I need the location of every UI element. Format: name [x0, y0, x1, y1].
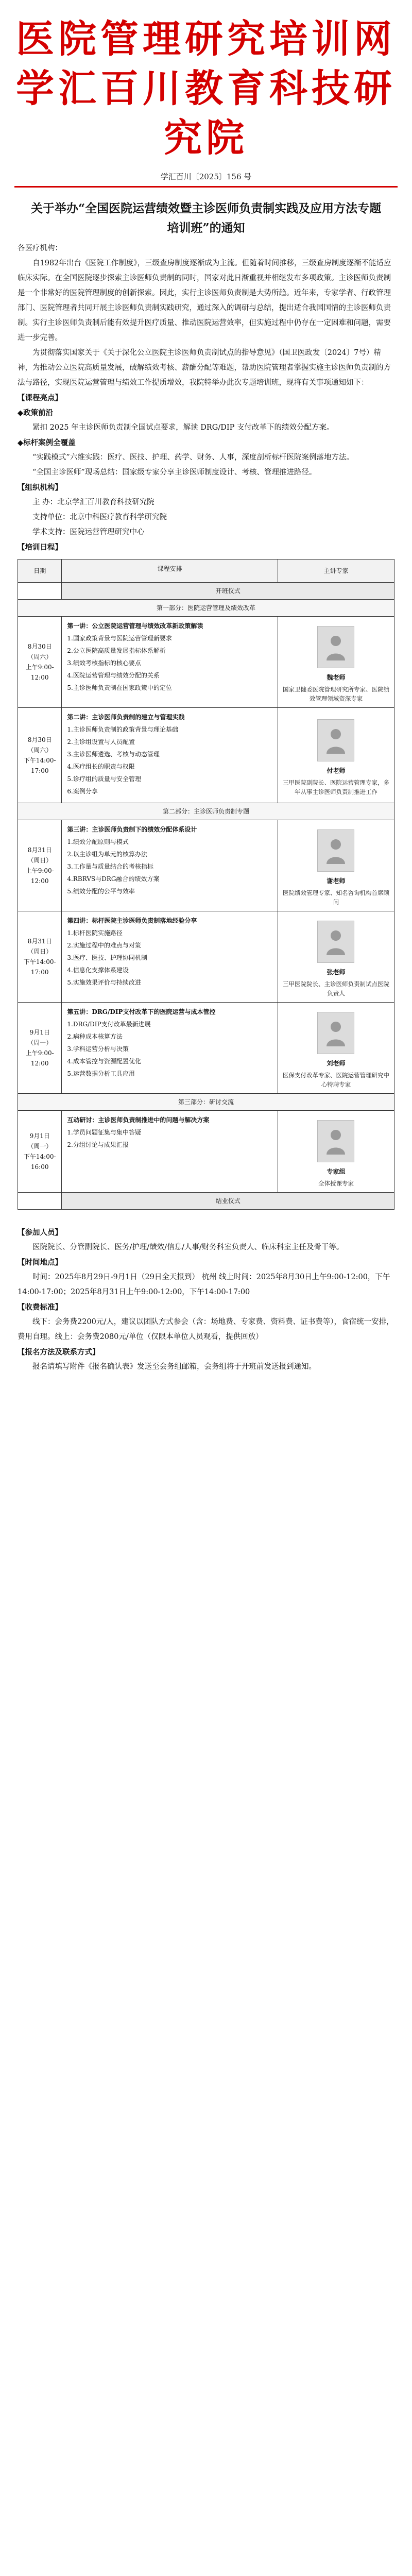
schedule-rows-part-3	[18, 1111, 394, 1193]
date-cell	[18, 1111, 62, 1193]
speaker-role: 国家卫健委医院管理研究所专家、医院绩效管理领域资深专家	[282, 686, 389, 702]
part-band: 第三部分：研讨交流	[18, 1094, 394, 1111]
speaker-name: 刘老师	[327, 1060, 346, 1067]
speaker-role: 三甲医院副院长、医院运营管理专家，多年从事主诊医师负责制推进工作	[282, 779, 389, 795]
topic-line: 2.实施过程中的难点与对策	[67, 942, 141, 949]
speaker-role: 三甲医院院长、主诊医师负责制试点医院负责人	[282, 980, 389, 997]
table-row	[18, 600, 394, 617]
date-cell	[18, 1003, 62, 1094]
time-place-text: 时间：2025年8月29日-9月1日（29日全天报到） 杭州 线上时间：2025年8月30日上午9:00-12:00，下午14:00-17:00；2025年8月31日上午9:00-12:00，下午14:00-17:00	[18, 1273, 390, 1296]
table-row	[18, 1003, 394, 1094]
topic-line: 1.国家政策背景与医院运营管理新要求	[67, 635, 172, 642]
table-row	[18, 911, 394, 1003]
intro-paragraph-2: 为贯彻落实国家关于《关于深化公立医院主诊医师负责制试点的指导意见》（国卫医政发〔2024〕7号）精神，为推动公立医院高质量发展，破解绩效考核、薪酬分配等难题，帮助医院管理者掌握实施主诊医师负责制的方法与路径，实现医院运营管理与绩效工作提质增效，我院特举办此次专题培训班，现将有关事项通知如下：	[18, 349, 391, 387]
table-row	[18, 617, 394, 708]
topic-title: 互动研讨：主诊医师负责制推进中的问题与解决方案	[67, 1116, 210, 1124]
topic-line: 4.医院运营管理与绩效分配的关系	[67, 672, 160, 679]
part-band: 第二部分：主诊医师负责制专题	[18, 803, 394, 820]
masthead-line-1: 医院管理研究培训网	[16, 17, 396, 61]
session-date: 9月1日 （周一） 下午14:00-16:00	[23, 1132, 56, 1171]
date-cell	[18, 617, 62, 708]
topic-line: 6.案例分享	[67, 788, 98, 795]
speaker-photo-icon	[324, 1019, 347, 1047]
date-cell	[18, 911, 62, 1003]
topic-line: 3.绩效考核指标的核心要点	[67, 659, 141, 667]
notice-body	[18, 241, 394, 555]
topic-line: 5.绩效分配的公平与效率	[67, 888, 135, 895]
speaker-role: 医保支付改革专家、医院运营管理研究中心特聘专家	[282, 1072, 389, 1088]
part-band: 第一部分：医院运营管理及绩效改革	[18, 600, 394, 617]
speaker-name: 谢老师	[327, 877, 346, 885]
topic-line: 5.诊疗组的质量与安全管理	[67, 775, 141, 783]
intro-paragraph-1: 自1982年出台《医院工作制度》，三级查房制度逐渐成为主流。但随着时间推移，三级查房制度逐渐不能适应临床实际。在全国医院逐步探索主诊医师负责制的同时，国家对此日渐重视并相继发布多项政策。主诊医师负责制是一个非常好的医院管理制度的创新探索。因此，实行主诊医师负责制是大势所趋。近年来，专家学者、行政管理部门、医院管理者共同开展主诊医师负责制实践研究，通过深入的调研与总结，提出适合我国国情的主诊医师负责制。实行主诊医师负责制后能有效提升医疗质量、推动医院运营效率，但实施过程中仍存在一定困难和问题，需要进一步完善。	[18, 259, 391, 342]
highlight-item: “实践模式”六维实践：医疗、医技、护理、药学、财务、人事，深度剖析标杆医院案例落地方法。	[32, 453, 354, 462]
topic-line: 4.医疗组长的职责与权限	[67, 763, 135, 770]
header-topic: 课程安排	[62, 560, 278, 583]
participants-text: 医院院长、分管副院长、医务/护理/绩效/信息/人事/财务科室负责人、临床科室主任及骨干等。	[32, 1243, 344, 1251]
topic-line: 2.分组讨论与成果汇报	[67, 1141, 129, 1148]
topic-cell	[62, 911, 278, 1003]
topic-line: 1.标杆医院实施路径	[67, 929, 123, 937]
speaker-name: 专家组	[327, 1168, 346, 1175]
speaker-photo-icon	[324, 1127, 347, 1156]
topic-title: 第二讲：主诊医师负责制的建立与管理实践	[67, 714, 185, 721]
notice-details	[18, 1225, 394, 1375]
topic-line: 3.学科运营分析与决策	[67, 1045, 129, 1053]
session-date: 8月31日 （周日） 下午14:00-17:00	[23, 938, 56, 976]
masthead-line-2: 学汇百川教育科技研究院	[16, 66, 396, 160]
speaker-name: 张老师	[327, 969, 346, 976]
topic-title: 第五讲：DRG/DIP支付改革下的医院运营与成本管控	[67, 1008, 216, 1015]
table-row	[18, 1193, 394, 1210]
session-date: 9月1日 （周一） 上午9:00-12:00	[25, 1029, 54, 1067]
schedule-rows-part-2	[18, 820, 394, 1094]
date-cell	[18, 1193, 62, 1210]
speaker-photo	[317, 921, 354, 963]
section-highlights: 【课程亮点】	[18, 394, 62, 402]
topic-line: 1.学员问题征集与集中答疑	[67, 1129, 141, 1136]
topic-line: 5.运营数据分析工具应用	[67, 1070, 135, 1077]
highlight-item: “全国主诊医师”现场总结：国家级专家分享主诊医师制度设计、考核、管理推进路径。	[32, 468, 317, 477]
speaker-photo	[317, 1012, 354, 1054]
speaker-photo	[317, 626, 354, 668]
table-row	[18, 1094, 394, 1111]
closing-ceremony: 结业仪式	[62, 1193, 394, 1210]
organizer-item: 主 办：北京学汇百川教育科技研究院	[32, 498, 154, 506]
speaker-photo	[317, 1120, 354, 1162]
topic-line: 2.以主诊组为单元的核算办法	[67, 851, 147, 858]
fees-text: 线下：会务费2200元/人，建议以团队方式参会（含：场地费、专家费、资料费、证书费等），食宿统一安排，费用自理。线上：会务费2080元/单位（仅限本单位人员观看，提供回放）	[18, 1318, 394, 1341]
speaker-cell	[278, 1003, 394, 1094]
notice-title: 关于举办“全国医院运营绩效暨主诊医师负责制实践及应用方法专题培训班”的通知	[30, 201, 382, 235]
topic-cell	[62, 820, 278, 911]
topic-line: 3.医疗、医技、护理协同机制	[67, 954, 147, 961]
topic-title: 第四讲：标杆医院主诊医师负责制落地经验分享	[67, 917, 197, 924]
date-cell	[18, 583, 62, 600]
topic-line: 4.信息化支撑体系建设	[67, 967, 129, 974]
organizer-item: 支持单位：北京中科医疗教育科学研究院	[32, 513, 167, 521]
topic-line: 4.成本管控与资源配置优化	[67, 1058, 141, 1065]
speaker-name: 付老师	[327, 767, 346, 774]
topic-line: 1.DRG/DIP支付改革最新进展	[67, 1021, 151, 1028]
table-row	[18, 820, 394, 911]
topic-line: 3.工作量与质量结合的考核指标	[67, 863, 153, 870]
topic-line: 4.RBRVS与DRG融合的绩效方案	[67, 875, 160, 883]
table-row	[18, 708, 394, 803]
topic-line: 1.绩效分配原则与模式	[67, 838, 129, 845]
header-speaker: 主讲专家	[278, 560, 394, 583]
salutation: 各医疗机构：	[18, 244, 62, 252]
section-schedule: 【培训日程】	[18, 543, 62, 552]
section-time-place: 【时间地点】	[18, 1258, 62, 1267]
highlight-item: 紧扣 2025 年主诊医师负责制全国试点要求，解读 DRG/DIP 支付改革下的绩效分配方案。	[32, 423, 334, 432]
speaker-photo-icon	[324, 836, 347, 865]
masthead	[0, 0, 412, 163]
table-header-row	[18, 560, 394, 583]
speaker-cell	[278, 1111, 394, 1193]
section-participants: 【参加人员】	[18, 1228, 62, 1237]
highlight-item: ◆标杆案例全覆盖	[18, 438, 76, 447]
topic-line: 3.主诊医师遴选、考核与动态管理	[67, 751, 160, 758]
topic-line: 2.公立医院高质量发展指标体系解析	[67, 647, 166, 654]
speaker-photo-icon	[324, 633, 347, 662]
topic-title: 第三讲：主诊医师负责制下的绩效分配体系设计	[67, 826, 197, 833]
topic-cell	[62, 617, 278, 708]
table-row	[18, 803, 394, 820]
topic-line: 5.实施效果评价与持续改进	[67, 979, 141, 986]
topic-line: 5.主诊医师负责制在国家政策中的定位	[67, 684, 172, 691]
schedule-table	[18, 559, 394, 1210]
speaker-photo-icon	[324, 927, 347, 956]
speaker-name: 魏老师	[327, 674, 346, 681]
section-fees: 【收费标准】	[18, 1303, 62, 1312]
opening-ceremony: 开班仪式	[62, 583, 394, 600]
date-cell	[18, 820, 62, 911]
organizer-item: 学术支持：医院运营管理研究中心	[32, 528, 145, 536]
header-date: 日期	[18, 560, 62, 583]
speaker-photo-icon	[324, 726, 347, 755]
speaker-photo	[317, 719, 354, 761]
speaker-cell	[278, 820, 394, 911]
speaker-cell	[278, 617, 394, 708]
section-organizers: 【组织机构】	[18, 483, 62, 492]
table-row	[18, 1111, 394, 1193]
document-number: 学汇百川〔2025〕156 号	[160, 172, 252, 181]
topic-title: 第一讲：公立医院运营管理与绩效改革新政策解读	[67, 622, 203, 630]
speaker-cell	[278, 708, 394, 803]
topic-cell	[62, 708, 278, 803]
red-divider	[14, 186, 398, 188]
schedule-rows-part-1	[18, 617, 394, 803]
date-cell	[18, 708, 62, 803]
topic-cell	[62, 1003, 278, 1094]
session-date: 8月31日 （周日） 上午9:00-12:00	[25, 846, 54, 885]
table-row	[18, 583, 394, 600]
section-registration: 【报名方法及联系方式】	[18, 1348, 100, 1357]
registration-text: 报名请填写附件《报名确认表》发送至会务组邮箱，会务组将于开班前发送报到通知。	[32, 1363, 316, 1371]
speaker-role: 医院绩效管理专家、知名咨询机构首席顾问	[282, 889, 389, 906]
speaker-cell	[278, 911, 394, 1003]
topic-line: 1.主诊医师负责制的政策背景与理论基础	[67, 726, 178, 733]
topic-cell	[62, 1111, 278, 1193]
highlight-item: ◆政策前沿	[18, 409, 54, 417]
session-date: 8月30日 （周六） 下午14:00-17:00	[23, 736, 56, 774]
topic-line: 2.主诊组设置与人员配置	[67, 738, 135, 745]
speaker-role: 全体授课专家	[318, 1180, 354, 1187]
speaker-photo	[317, 829, 354, 872]
session-date: 8月30日 （周六） 上午9:00-12:00	[25, 643, 54, 681]
topic-line: 2.病种成本核算方法	[67, 1033, 123, 1040]
